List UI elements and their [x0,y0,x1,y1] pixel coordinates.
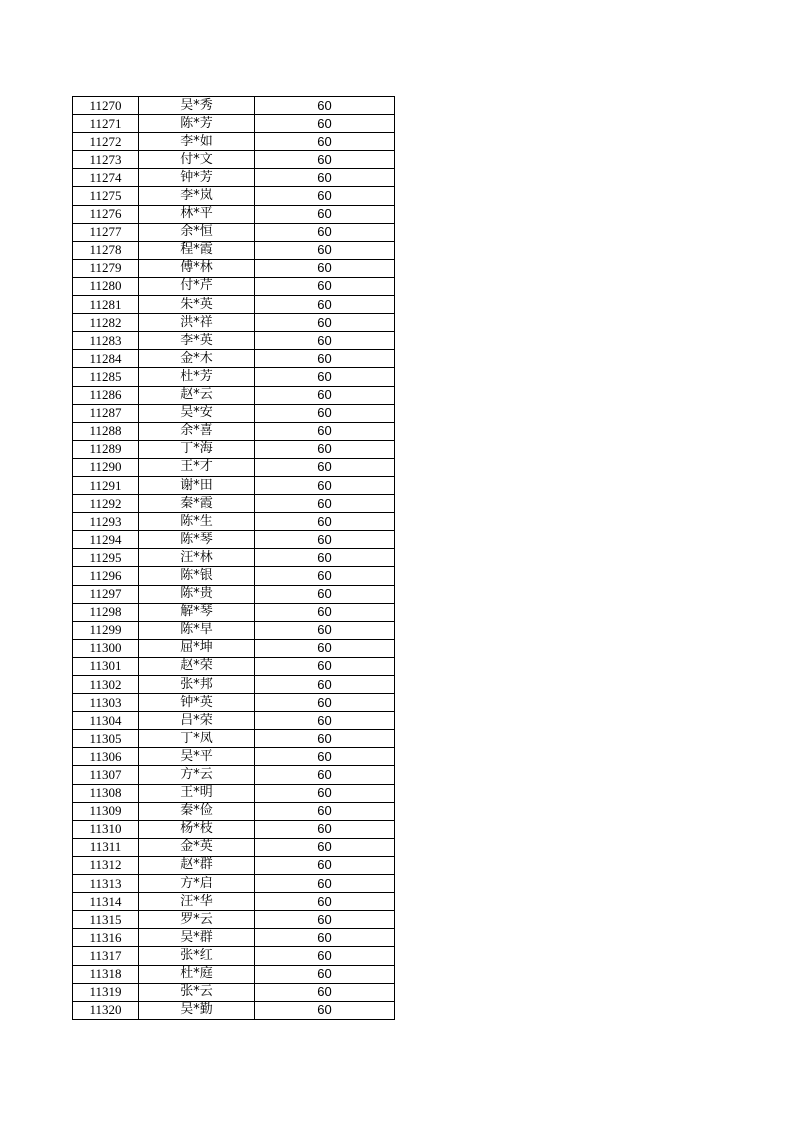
row-score-cell: 60 [255,621,395,639]
table-row [73,676,395,694]
row-score-cell: 60 [255,676,395,694]
row-score-cell: 60 [255,911,395,929]
table-row [73,657,395,675]
row-id-cell: 11287 [73,404,139,422]
row-id-cell: 11279 [73,259,139,277]
row-score-cell: 60 [255,241,395,259]
row-id-cell: 11278 [73,241,139,259]
row-id-cell: 11292 [73,495,139,513]
table-row [73,694,395,712]
row-name-cell: 吴*勤 [139,1001,255,1019]
roster-table-body [73,97,395,1020]
row-score-cell: 60 [255,332,395,350]
row-name-cell: 汪*华 [139,893,255,911]
table-row [73,766,395,784]
row-score-cell: 60 [255,133,395,151]
table-row [73,440,395,458]
row-score-cell: 60 [255,187,395,205]
table-row [73,223,395,241]
row-name-cell: 赵*荣 [139,657,255,675]
row-id-cell: 11318 [73,965,139,983]
table-row [73,169,395,187]
row-name-cell: 钟*芳 [139,169,255,187]
row-name-cell: 陈*琴 [139,531,255,549]
table-row [73,241,395,259]
row-score-cell: 60 [255,766,395,784]
row-name-cell: 丁*海 [139,440,255,458]
row-score-cell: 60 [255,205,395,223]
row-name-cell: 李*英 [139,332,255,350]
row-score-cell: 60 [255,585,395,603]
table-row [73,875,395,893]
row-name-cell: 赵*群 [139,856,255,874]
table-row [73,458,395,476]
row-id-cell: 11297 [73,585,139,603]
row-id-cell: 11316 [73,929,139,947]
row-score-cell: 60 [255,875,395,893]
table-row [73,151,395,169]
row-score-cell: 60 [255,784,395,802]
table-row [73,187,395,205]
row-name-cell: 傅*林 [139,259,255,277]
table-row [73,531,395,549]
row-name-cell: 方*云 [139,766,255,784]
row-name-cell: 杨*枝 [139,820,255,838]
row-name-cell: 朱*英 [139,296,255,314]
row-id-cell: 11308 [73,784,139,802]
row-id-cell: 11289 [73,440,139,458]
row-id-cell: 11291 [73,476,139,494]
row-name-cell: 李*如 [139,133,255,151]
row-name-cell: 解*琴 [139,603,255,621]
row-score-cell: 60 [255,368,395,386]
row-id-cell: 11300 [73,639,139,657]
table-row [73,549,395,567]
row-score-cell: 60 [255,422,395,440]
row-id-cell: 11274 [73,169,139,187]
row-name-cell: 张*云 [139,983,255,1001]
table-row [73,983,395,1001]
table-row [73,802,395,820]
table-row [73,748,395,766]
row-score-cell: 60 [255,694,395,712]
row-name-cell: 张*邦 [139,676,255,694]
row-score-cell: 60 [255,639,395,657]
row-name-cell: 罗*云 [139,911,255,929]
table-row [73,929,395,947]
row-id-cell: 11313 [73,875,139,893]
row-id-cell: 11281 [73,296,139,314]
row-score-cell: 60 [255,965,395,983]
row-id-cell: 11294 [73,531,139,549]
row-id-cell: 11301 [73,657,139,675]
row-score-cell: 60 [255,476,395,494]
table-row [73,97,395,115]
row-score-cell: 60 [255,259,395,277]
row-score-cell: 60 [255,531,395,549]
table-row [73,603,395,621]
row-id-cell: 11290 [73,458,139,476]
table-row [73,404,395,422]
row-id-cell: 11285 [73,368,139,386]
row-name-cell: 王*才 [139,458,255,476]
row-name-cell: 张*红 [139,947,255,965]
row-score-cell: 60 [255,277,395,295]
table-row [73,332,395,350]
row-name-cell: 秦*霞 [139,495,255,513]
row-name-cell: 李*岚 [139,187,255,205]
table-row [73,205,395,223]
row-name-cell: 陈*银 [139,567,255,585]
row-score-cell: 60 [255,97,395,115]
row-score-cell: 60 [255,1001,395,1019]
table-row [73,350,395,368]
row-id-cell: 11275 [73,187,139,205]
table-row [73,820,395,838]
row-name-cell: 陈*早 [139,621,255,639]
row-name-cell: 吴*秀 [139,97,255,115]
table-row [73,585,395,603]
row-name-cell: 余*恒 [139,223,255,241]
row-score-cell: 60 [255,820,395,838]
row-score-cell: 60 [255,495,395,513]
row-id-cell: 11310 [73,820,139,838]
row-name-cell: 吴*群 [139,929,255,947]
row-score-cell: 60 [255,856,395,874]
table-row [73,712,395,730]
row-name-cell: 付*芹 [139,277,255,295]
row-id-cell: 11293 [73,513,139,531]
row-score-cell: 60 [255,223,395,241]
row-id-cell: 11286 [73,386,139,404]
row-name-cell: 王*明 [139,784,255,802]
row-id-cell: 11273 [73,151,139,169]
table-row [73,495,395,513]
row-score-cell: 60 [255,314,395,332]
row-id-cell: 11272 [73,133,139,151]
row-name-cell: 程*霞 [139,241,255,259]
row-name-cell: 金*木 [139,350,255,368]
table-row [73,621,395,639]
row-id-cell: 11299 [73,621,139,639]
row-name-cell: 汪*林 [139,549,255,567]
row-id-cell: 11296 [73,567,139,585]
row-name-cell: 陈*芳 [139,115,255,133]
row-name-cell: 谢*田 [139,476,255,494]
row-name-cell: 金*英 [139,838,255,856]
table-row [73,639,395,657]
row-name-cell: 吴*安 [139,404,255,422]
table-row [73,1001,395,1019]
row-name-cell: 杜*庭 [139,965,255,983]
table-row [73,314,395,332]
row-score-cell: 60 [255,730,395,748]
row-id-cell: 11305 [73,730,139,748]
table-row [73,513,395,531]
table-row [73,133,395,151]
row-name-cell: 方*启 [139,875,255,893]
row-id-cell: 11302 [73,676,139,694]
row-name-cell: 钟*英 [139,694,255,712]
row-id-cell: 11284 [73,350,139,368]
row-score-cell: 60 [255,296,395,314]
row-id-cell: 11276 [73,205,139,223]
row-id-cell: 11304 [73,712,139,730]
row-name-cell: 屈*坤 [139,639,255,657]
row-name-cell: 丁*凤 [139,730,255,748]
row-score-cell: 60 [255,115,395,133]
row-score-cell: 60 [255,929,395,947]
row-id-cell: 11283 [73,332,139,350]
row-id-cell: 11303 [73,694,139,712]
row-id-cell: 11288 [73,422,139,440]
row-id-cell: 11298 [73,603,139,621]
row-id-cell: 11277 [73,223,139,241]
row-score-cell: 60 [255,440,395,458]
table-row [73,856,395,874]
row-score-cell: 60 [255,947,395,965]
row-score-cell: 60 [255,838,395,856]
table-row [73,730,395,748]
row-score-cell: 60 [255,458,395,476]
row-id-cell: 11311 [73,838,139,856]
row-name-cell: 秦*俭 [139,802,255,820]
row-score-cell: 60 [255,712,395,730]
row-name-cell: 赵*云 [139,386,255,404]
row-id-cell: 11282 [73,314,139,332]
row-name-cell: 杜*芳 [139,368,255,386]
table-row [73,476,395,494]
table-row [73,965,395,983]
row-id-cell: 11295 [73,549,139,567]
row-id-cell: 11317 [73,947,139,965]
row-score-cell: 60 [255,567,395,585]
row-name-cell: 陈*生 [139,513,255,531]
row-id-cell: 11320 [73,1001,139,1019]
table-row [73,911,395,929]
table-row [73,893,395,911]
table-row [73,259,395,277]
row-id-cell: 11319 [73,983,139,1001]
row-id-cell: 11309 [73,802,139,820]
table-row [73,296,395,314]
row-name-cell: 林*平 [139,205,255,223]
row-name-cell: 吴*平 [139,748,255,766]
table-row [73,368,395,386]
row-score-cell: 60 [255,893,395,911]
row-id-cell: 11306 [73,748,139,766]
roster-table [72,96,395,1020]
row-name-cell: 余*喜 [139,422,255,440]
table-row [73,115,395,133]
row-score-cell: 60 [255,549,395,567]
row-score-cell: 60 [255,169,395,187]
table-row [73,784,395,802]
table-row [73,277,395,295]
row-name-cell: 吕*荣 [139,712,255,730]
row-score-cell: 60 [255,657,395,675]
row-name-cell: 陈*贵 [139,585,255,603]
row-id-cell: 11312 [73,856,139,874]
row-score-cell: 60 [255,151,395,169]
row-id-cell: 11315 [73,911,139,929]
row-name-cell: 洪*祥 [139,314,255,332]
row-id-cell: 11270 [73,97,139,115]
table-row [73,567,395,585]
row-id-cell: 11307 [73,766,139,784]
row-id-cell: 11314 [73,893,139,911]
table-row [73,838,395,856]
row-score-cell: 60 [255,513,395,531]
row-name-cell: 付*文 [139,151,255,169]
row-score-cell: 60 [255,404,395,422]
table-row [73,386,395,404]
row-score-cell: 60 [255,748,395,766]
row-score-cell: 60 [255,603,395,621]
row-id-cell: 11271 [73,115,139,133]
row-score-cell: 60 [255,802,395,820]
table-row [73,422,395,440]
row-score-cell: 60 [255,350,395,368]
row-score-cell: 60 [255,386,395,404]
row-score-cell: 60 [255,983,395,1001]
row-id-cell: 11280 [73,277,139,295]
table-row [73,947,395,965]
